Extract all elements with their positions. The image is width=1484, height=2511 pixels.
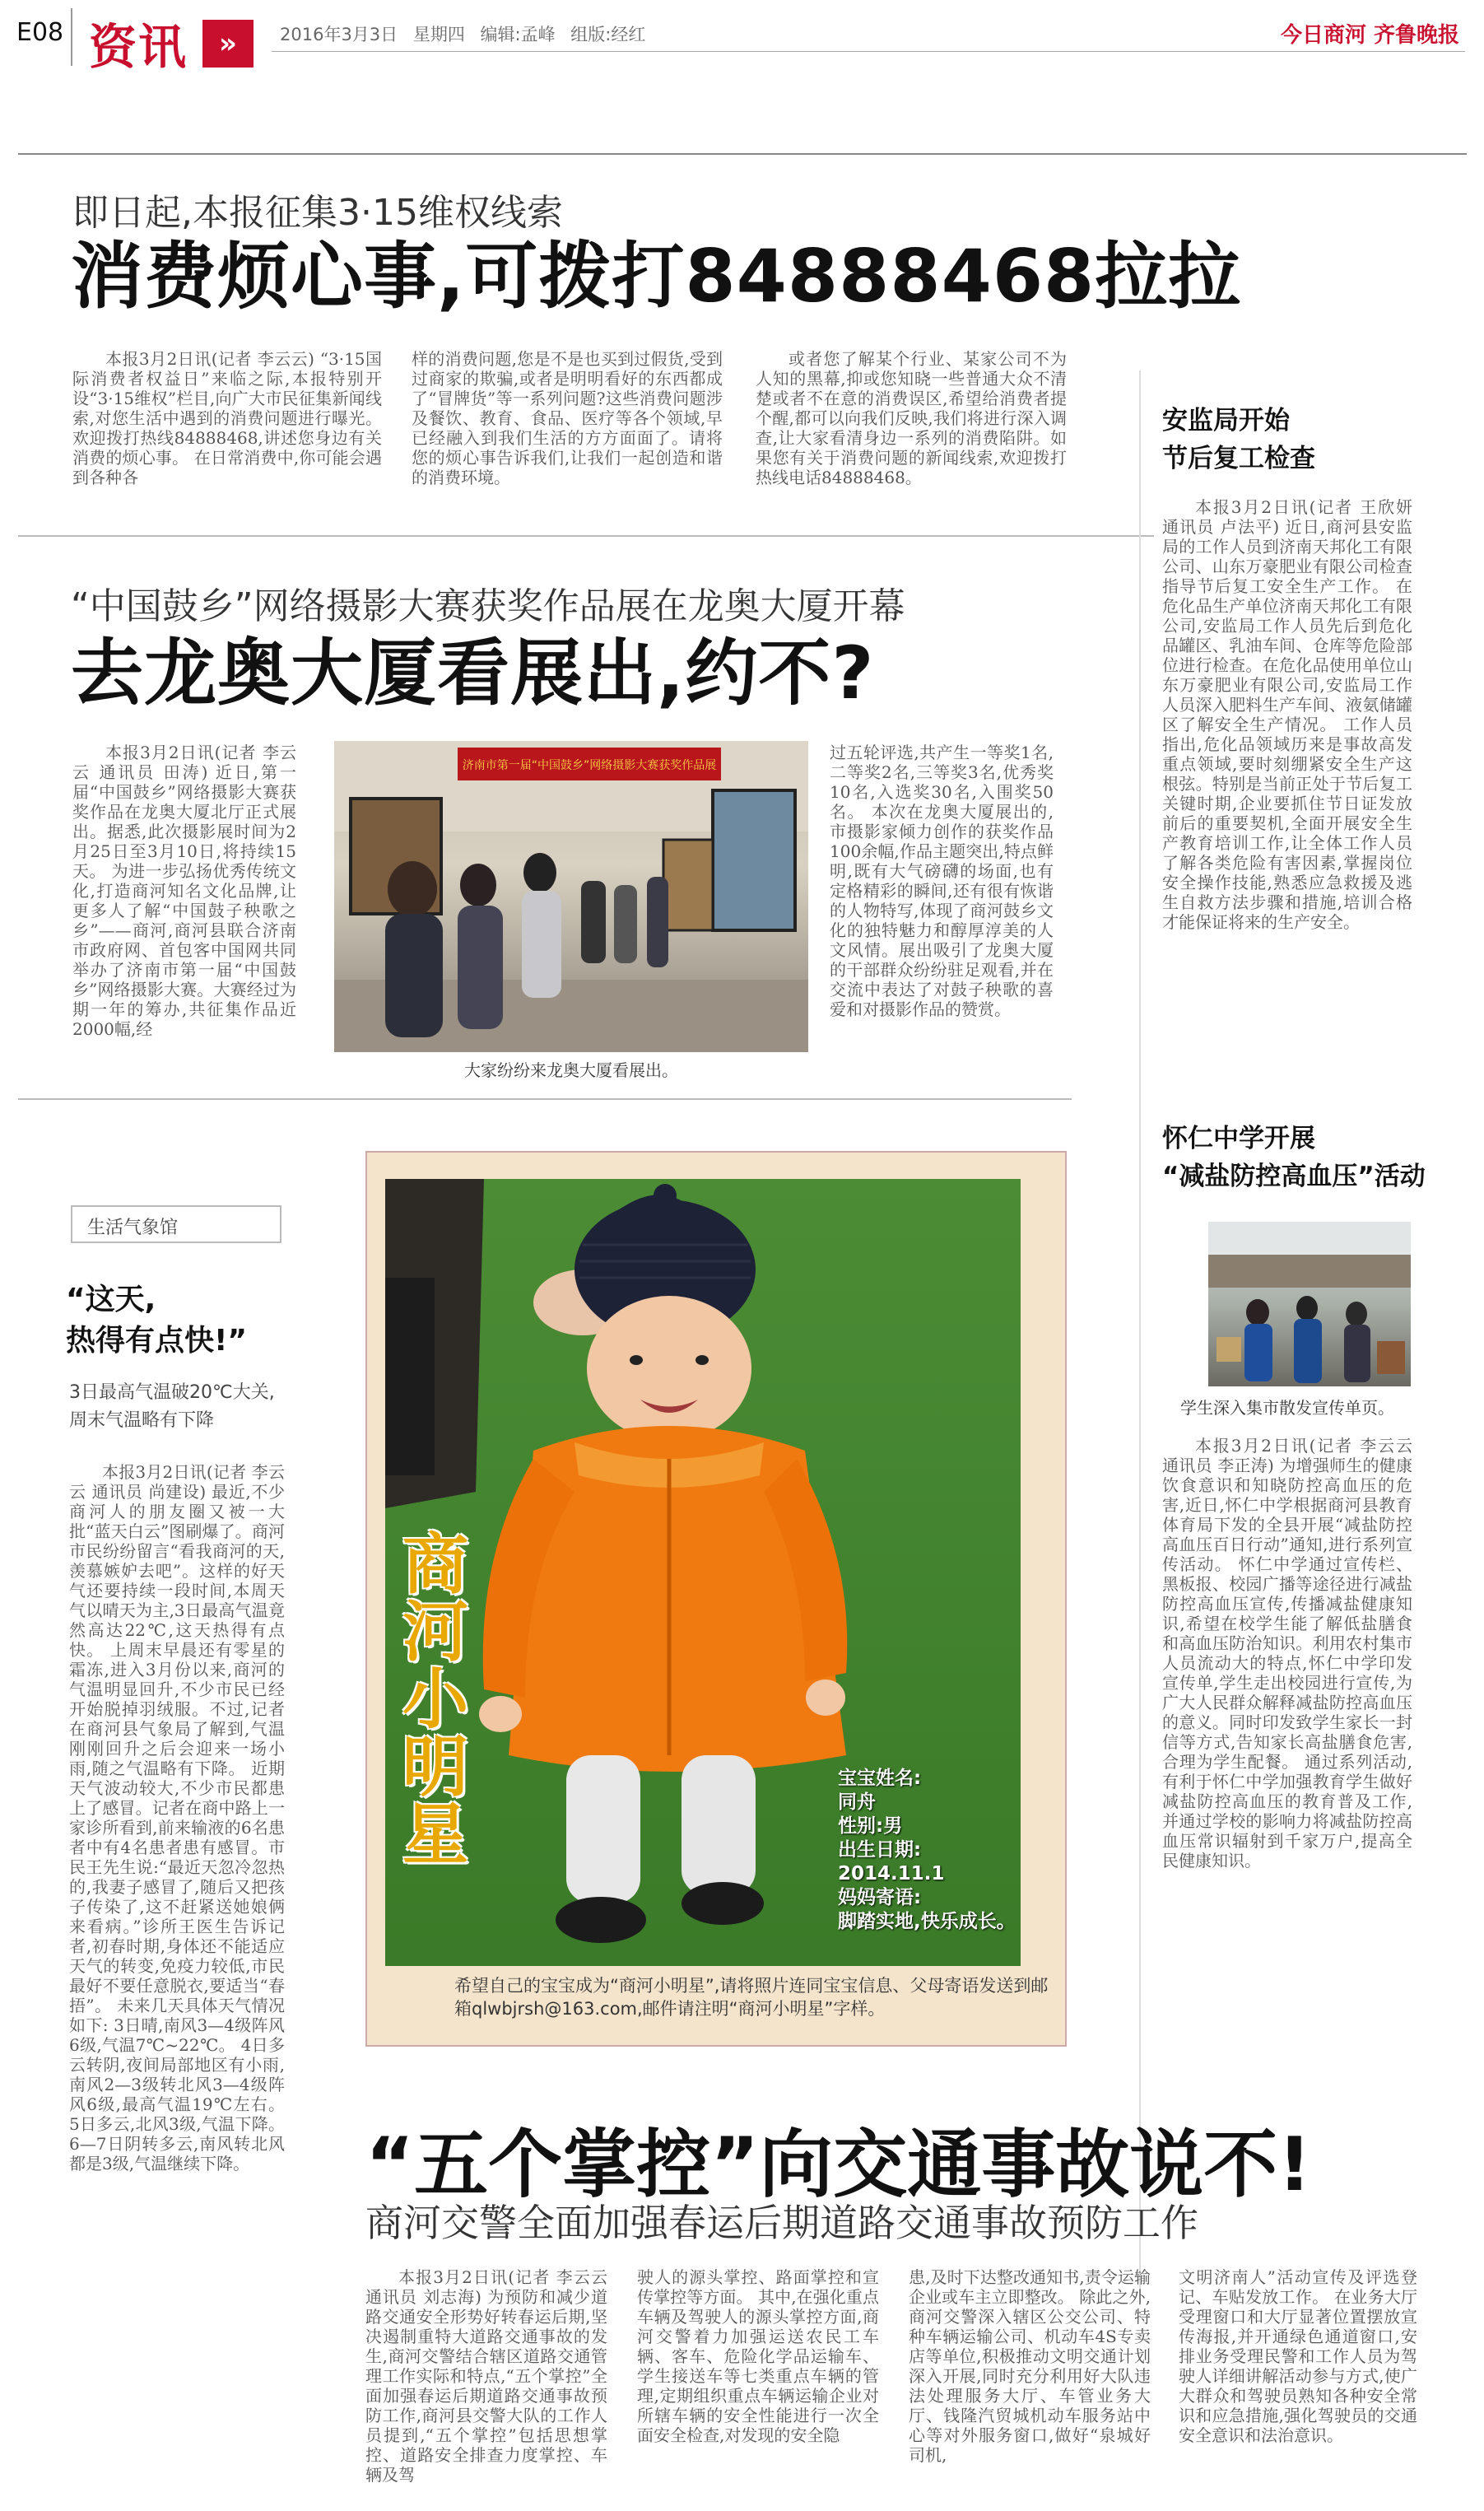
mother-message-label: 妈妈寄语: <box>838 1887 922 1908</box>
consumer-col-1: 本报3月2日讯(记者 李云云) “3·15国际消费者权益日”来临之际,本报特别开设“3·15维权”栏目,向广大市民征集新闻线索,对您生活中遇到的消费问题进行曝光。欢迎拨打热线84888468,讲述您身边有关消费的烦心事。 在日常消费中,你可能会遇到各种各 <box>72 349 382 487</box>
little-star-info <box>838 1767 1016 1934</box>
section-title: 资讯 <box>89 19 188 75</box>
consumer-col-3: 或者您了解某个行业、某家公司不为人知的黑幕,抑或您知晓一些普通大众不清楚或者不在意的消费误区,希望给消费者提个醒,都可以向我们反映,我们将进行深入调查,让大家看清身边一系列的消费陷阱。如果您有关于消费问题的新闻线索,欢迎拨打热线电话84888468。 <box>756 349 1067 487</box>
header-line <box>272 51 1465 52</box>
traffic-col-3: 患,及时下达整改通知书,责令运输企业或车主立即整改。 除此之外,商河交警深入辖区公交公司、特种车辆运输公司、机动车4S专卖店等单位,积极推动文明交通计划深入开展,同时充分利用好大队违法处理服务大厅、车管业务大厅、钱隆汽贸城机动车服务站中心等对外服务窗口,做好“泉城好司机, <box>909 2267 1151 2465</box>
school-caption: 学生深入集市散发宣传单页。 <box>1180 1398 1394 1418</box>
weather-column-label: 生活气象馆 <box>71 1205 281 1243</box>
exhibition-photo <box>334 741 808 1052</box>
consumer-headline: 消费烦心事,可拨打84888468拉拉 <box>71 234 1242 319</box>
divider <box>18 1098 1072 1100</box>
little-star-title: 商河小明星 <box>402 1526 468 1873</box>
exhibition-kicker: “中国鼓乡”网络摄影大赛获奖作品展在龙奥大厦开幕 <box>71 585 905 627</box>
baby-name: 同舟 <box>838 1791 876 1813</box>
baby-gender: 性别:男 <box>838 1815 903 1837</box>
exhibition-col-1: 本报3月2日讯(记者 李云云 通讯员 田涛) 近日,第一届“中国鼓乡”网络摄影大赛获奖作品在龙奥大厦北厅正式展出。据悉,此次摄影展时间为2月25日至3月10日,将持续15天。 为进一步弘扬优秀传统文化,打造商河知名文化品牌,让更多人了解“中国鼓子秧歌之乡”——商河,商河县联合济南市政府网、首包客中国网共同举办了济南市第一届“中国鼓乡”网络摄影大赛。大赛经过为期一年的筹办,共征集作品近2000幅,经 <box>72 743 296 1039</box>
weather-subheadline: 3日最高气温破20℃大关, 周末气温略有下降 <box>69 1382 275 1431</box>
page-number: E08 <box>16 18 64 47</box>
baby-name-label: 宝宝姓名: <box>838 1768 922 1789</box>
school-photo <box>1208 1222 1411 1386</box>
header-rule <box>18 153 1467 155</box>
little-star-caption: 希望自己的宝宝成为“商河小明星”,请将照片连同宝宝信息、父母寄语发送到邮箱qlwbjrsh@163.com,邮件请注明“商河小明星”字样。 <box>454 1976 1049 2019</box>
traffic-col-4: 文明济南人”活动宣传及评选登记、车贴发放工作。 在业务大厅受理窗口和大厅显著位置摆放宣传海报,并开通绿色通道窗口,安排业务受理民警和工作人员为驾驶人详细讲解活动参与方式,使广大群众和驾驶员熟知各种安全常识和应急措施,强化驾驶员的交通安全意识和法治意识。 <box>1179 2267 1417 2445</box>
header-divider <box>71 8 72 66</box>
consumer-col-2: 样的消费问题,您是不是也买到过假货,受到过商家的欺骗,或者是明明看好的东西都成了“冒牌货”等一系列问题?这些消费问题涉及餐饮、教育、食品、医疗等各个领域,早已经融入到我们生活的方方面面了。请将您的烦心事告诉我们,让我们一起创造和谐的消费环境。 <box>412 349 723 487</box>
header-meta: 2016年3月3日 星期四 编辑:孟峰 组版:经红 <box>280 25 646 44</box>
traffic-col-1: 本报3月2日讯(记者 李云云 通讯员 刘志海) 为预防和减少道路交通安全形势好转春运后期,坚决遏制重特大道路交通事故的发生,商河交警结合辖区道路交通管理工作实际和特点,“五个掌控”全面加强春运后期道路交通事故预防工作,商河县交警大队的工作人员提到,“五个掌控”包括思想掌控、道路安全排查力度掌控、车辆及驾 <box>365 2267 607 2485</box>
exhibition-col-2: 过五轮评选,共产生一等奖1名,二等奖2名,三等奖3名,优秀奖10名,入选奖30名,入围奖50名。 本次在龙奥大厦展出的,市摄影家倾力创作的获奖作品100余幅,作品主题突出,特点鲜明,既有大气磅礴的场面,也有定格精彩的瞬间,还有很有恢谐的人物特写,体现了商河鼓乡文化的独特魅力和醇厚淳美的人文风情。展出吸引了龙奥大厦的干部群众纷纷驻足观看,并在交流中表达了对鼓子秧歌的喜爱和对摄影作品的赞赏。 <box>830 743 1054 1019</box>
section-arrow-icon: » <box>202 20 254 68</box>
baby-birthday: 2014.11.1 <box>838 1863 945 1884</box>
school-body: 本报3月2日讯(记者 李云云 通讯员 李正涛) 为增强师生的健康饮食意识和知晓防控高血压的危害,近日,怀仁中学根据商河县教育体育局下发的全县开展“减盐防控高血压百日行动”通知,进行系列宣传活动。 怀仁中学通过宣传栏、黑板报、校园广播等途径进行减盐防控高血压宣传,传播减盐健康知识,希望在校学生能了解低盐膳食和高血压防治知识。利用农村集市人员流动大的特点,怀仁中学印发宣传单,学生走出校园进行宣传,为广大人民群众解释减盐防控高血压的意义。同时印发致学生家长一封信等方式,告知家长高盐膳食危害,合理为学生配餐。 通过系列活动,有利于怀仁中学加强教育学生做好减盐防控高血压的教育普及工作,并通过学校的影响力将减盐防控高血压常识辐射到千家万户,提高全民健康知识。 <box>1162 1436 1412 1870</box>
traffic-headline: “五个掌控”向交通事故说不! <box>365 2122 1312 2208</box>
traffic-col-2: 驶人的源头掌控、路面掌控和宣传掌控等方面。 其中,在强化重点车辆及驾驶人的源头掌控方面,商河交警着力加强运送农民工车辆、客车、危险化学品运输车、学生接送车等七类重点车辆的管理,定期组织重点车辆运输企业对所辖车辆的安全性能进行一次全面安全检查,对发现的安全隐 <box>637 2267 879 2445</box>
exhibition-banner: 济南市第一届“中国鼓乡”网络摄影大赛获奖作品展 <box>462 759 717 772</box>
weather-body: 本报3月2日讯(记者 李云云 通讯员 尚建设) 最近,不少商河人的朋友圈又被一大批“蓝天白云”图刷爆了。商河市民纷纷留言“看我商河的天,羡慕嫉妒去吧”。这样的好天气还要持续一段时间,本周天气以晴天为主,3日最高气温竟然高达22℃,这天热得有点快。 上周末早晨还有零星的霜冻,进入3月份以来,商河的气温明显回升,不少市民已经开始脱掉羽绒服。不过,记者在商河县气象局了解到,气温刚刚回升之后会迎来一场小雨,随之气温略有下降。 近期天气波动较大,不少市民都患上了感冒。记者在商中路上一家诊所看到,前来输液的6名患者中有4名患者患有感冒。市民王先生说:“最近天忽冷忽热的,我妻子感冒了,随后又把孩子传染了,这不赶紧送她娘俩来看病。”诊所王医生告诉记者,初春时期,身体还不能适应天气的转变,免疫力较低,市民最好不要任意脱衣,要适当“春捂”。 未来几天具体天气情况如下: 3日晴,南风3—4级阵风6级,气温7℃~22℃。 4日多云转阴,夜间局部地区有小雨,南风2—3级转北风3—4级阵风6级,最高气温19℃左右。 5日多云,北风3级,气温下降。 6—7日阴转多云,南风转北风都是3级,气温继续下降。 <box>69 1462 285 2173</box>
consumer-kicker: 即日起,本报征集3·15维权线索 <box>72 192 563 234</box>
exhibition-headline: 去龙奥大厦看展出,约不? <box>71 631 875 715</box>
sidebar-rule <box>1139 370 1141 2305</box>
safety-title: 安监局开始 节后复工检查 <box>1162 406 1315 473</box>
weather-headline: “这天, 热得有点快!” <box>66 1283 248 1358</box>
mother-message: 脚踏实地,快乐成长。 <box>838 1911 1016 1932</box>
baby-birthday-label: 出生日期: <box>838 1839 922 1861</box>
exhibition-caption: 大家纷纷来龙奥大厦看展出。 <box>464 1060 678 1080</box>
traffic-subheadline: 商河交警全面加强春运后期道路交通事故预防工作 <box>365 2201 1198 2245</box>
divider <box>18 535 1154 537</box>
newspaper-name: 今日商河 齐鲁晚报 <box>1280 23 1459 48</box>
school-title: 怀仁中学开展 “减盐防控高血压”活动 <box>1162 1124 1426 1191</box>
safety-body: 本报3月2日讯(记者 王欣妍 通讯员 卢法平) 近日,商河县安监局的工作人员到济南天邦化工有限公司、山东万豪肥业有限公司检查指导节后复工安全生产工作。 在危化品生产单位济南天邦化工有限公司,安监局工作人员先后到危化品罐区、乳油车间、仓库等危险部位进行检查。在危化品使用单位山东万豪肥业有限公司,安监局工作人员深入肥料生产车间、液氨储罐区了解安全生产情况。 工作人员指出,危化品领域历来是事故高发重点领域,要时刻绷紧安全生产这根弦。特别是当前正处于节后复工关键时期,企业要抓住节日证发放前后的重要契机,全面开展安全生产教育培训工作,让全体工作人员了解各类危险有害因素,掌握岗位安全操作技能,熟悉应急救援及逃生自救方法步骤和措施,培训合格才能保证将来的生产安全。 <box>1162 497 1412 932</box>
